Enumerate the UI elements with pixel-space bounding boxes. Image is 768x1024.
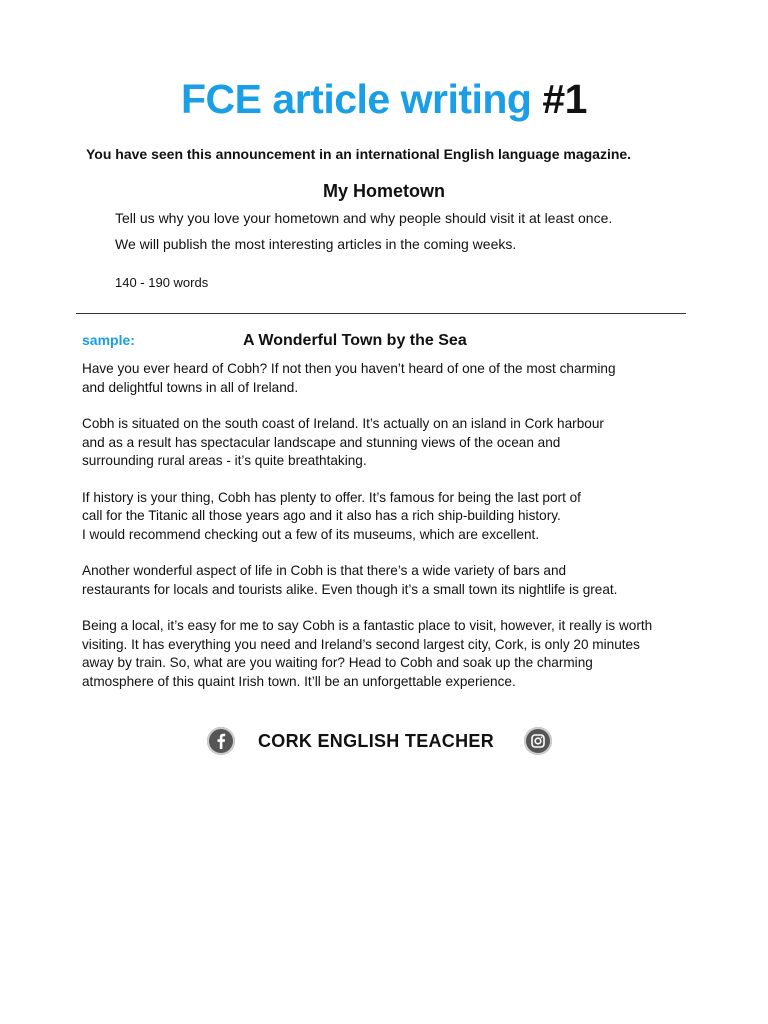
article-line: atmosphere of this quaint Irish town. It’ll be an unforgettable experience. <box>82 673 516 689</box>
article-line: surrounding rural areas - it’s quite breathtaking. <box>82 453 367 468</box>
article-paragraph <box>82 562 712 599</box>
article-title: A Wonderful Town by the Sea <box>243 332 467 349</box>
article-body <box>82 360 712 709</box>
brand-name: CORK ENGLISH TEACHER <box>258 731 495 751</box>
article-line: restaurants for locals and tourists alike. Even though it’s a small town its nightlife is great. <box>82 581 618 597</box>
article-line: and as a result has spectacular landscape and stunning views of the ocean and <box>82 434 561 450</box>
facebook-icon[interactable] <box>207 727 235 755</box>
article-line: Being a local, it’s easy for me to say Cobh is a fantastic place to visit, however, it really is worth <box>82 618 653 633</box>
prompt-line: We will publish the most interesting articles in the coming weeks. <box>115 236 517 252</box>
article-paragraph <box>82 360 712 397</box>
page-title <box>0 74 768 124</box>
article-paragraph <box>82 617 712 691</box>
title-number: #1 <box>542 76 587 122</box>
prompt-heading: My Hometown <box>322 181 445 201</box>
title-main: FCE article writing <box>181 76 532 122</box>
footer <box>0 724 768 758</box>
article-line: Have you ever heard of Cobh? If not then you haven’t heard of one of the most charming <box>82 361 616 376</box>
word-count: 140 - 190 words <box>115 275 209 290</box>
sample-label: sample: <box>82 332 135 348</box>
article-line: Cobh is situated on the south coast of Ireland. It’s actually on an island in Cork harbour <box>82 416 604 431</box>
article-line: away by train. So, what are you waiting for? Head to Cobh and soak up the charming <box>82 655 593 670</box>
article-paragraph <box>82 415 712 471</box>
section-divider <box>76 313 686 314</box>
article-line: If history is your thing, Cobh has plenty to offer. It’s famous for being the last port of <box>82 489 581 505</box>
article-line: call for the Titanic all those years ago and it also has a rich ship-building history. <box>82 508 561 523</box>
announcement-text: You have seen this announcement in an international English language magazine. <box>86 146 632 162</box>
instagram-icon[interactable] <box>524 727 552 755</box>
article-line: Another wonderful aspect of life in Cobh is that there’s a wide variety of bars and <box>82 563 567 578</box>
article-line: visiting. It has everything you need and Ireland’s second largest city, Cork, is only 20 minutes <box>82 636 640 652</box>
article-paragraph <box>82 489 712 545</box>
prompt-line: Tell us why you love your hometown and why people should visit it at least once. <box>115 210 613 226</box>
article-line: and delightful towns in all of Ireland. <box>82 379 299 395</box>
article-line: I would recommend checking out a few of its museums, which are excellent. <box>82 526 540 542</box>
